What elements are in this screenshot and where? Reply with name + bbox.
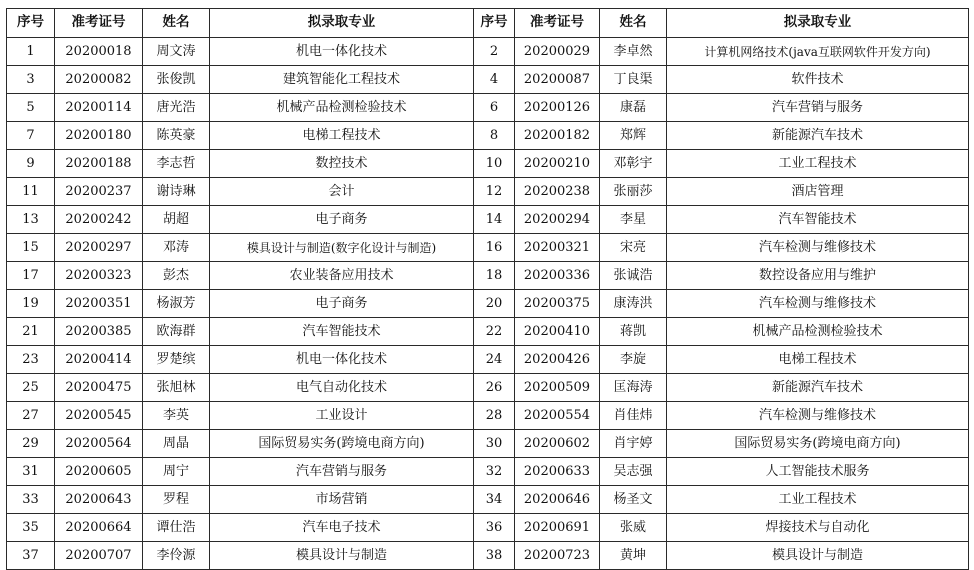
header-seq-right: 序号	[474, 9, 515, 38]
table-row	[7, 262, 969, 290]
right-major-cell: 模具设计与制造	[667, 542, 969, 570]
left-seq-cell: 33	[7, 486, 55, 514]
left-major-cell: 工业设计	[210, 402, 474, 430]
left-name-cell: 杨淑芳	[143, 290, 210, 318]
right-major-cell: 汽车检测与维修技术	[667, 234, 969, 262]
left-exam-no-cell: 20200475	[55, 374, 143, 402]
header-major-right: 拟录取专业	[667, 9, 969, 38]
left-seq-cell: 29	[7, 430, 55, 458]
right-name-cell: 康涛洪	[600, 290, 667, 318]
right-exam-no-cell: 20200646	[515, 486, 600, 514]
right-major-cell: 计算机网络技术(java互联网软件开发方向)	[667, 38, 969, 66]
right-exam-no-cell: 20200602	[515, 430, 600, 458]
left-name-cell: 罗楚缤	[143, 346, 210, 374]
left-name-cell: 欧海群	[143, 318, 210, 346]
left-seq-cell: 35	[7, 514, 55, 542]
left-name-cell: 周晶	[143, 430, 210, 458]
left-exam-no-cell: 20200707	[55, 542, 143, 570]
right-seq-cell: 16	[474, 234, 515, 262]
left-name-cell: 邓涛	[143, 234, 210, 262]
right-major-cell: 软件技术	[667, 66, 969, 94]
right-exam-no-cell: 20200087	[515, 66, 600, 94]
right-seq-cell: 4	[474, 66, 515, 94]
right-name-cell: 匡海涛	[600, 374, 667, 402]
left-exam-no-cell: 20200351	[55, 290, 143, 318]
left-major-cell: 市场营销	[210, 486, 474, 514]
left-exam-no-cell: 20200414	[55, 346, 143, 374]
left-name-cell: 周宁	[143, 458, 210, 486]
table-row	[7, 206, 969, 234]
table-header	[7, 9, 969, 38]
table-row	[7, 430, 969, 458]
right-name-cell: 张丽莎	[600, 178, 667, 206]
table-row	[7, 514, 969, 542]
left-exam-no-cell: 20200018	[55, 38, 143, 66]
right-seq-cell: 32	[474, 458, 515, 486]
left-major-cell: 模具设计与制造	[210, 542, 474, 570]
right-name-cell: 李星	[600, 206, 667, 234]
table-row	[7, 318, 969, 346]
right-seq-cell: 28	[474, 402, 515, 430]
left-major-cell: 农业装备应用技术	[210, 262, 474, 290]
table-row	[7, 150, 969, 178]
right-exam-no-cell: 20200182	[515, 122, 600, 150]
right-seq-cell: 34	[474, 486, 515, 514]
header-seq-left: 序号	[7, 9, 55, 38]
left-seq-cell: 15	[7, 234, 55, 262]
left-exam-no-cell: 20200545	[55, 402, 143, 430]
right-name-cell: 李卓然	[600, 38, 667, 66]
right-seq-cell: 38	[474, 542, 515, 570]
right-major-cell: 新能源汽车技术	[667, 374, 969, 402]
header-major-left: 拟录取专业	[210, 9, 474, 38]
left-exam-no-cell: 20200385	[55, 318, 143, 346]
left-name-cell: 谭仕浩	[143, 514, 210, 542]
right-seq-cell: 36	[474, 514, 515, 542]
right-exam-no-cell: 20200723	[515, 542, 600, 570]
right-name-cell: 肖宇婷	[600, 430, 667, 458]
left-seq-cell: 13	[7, 206, 55, 234]
right-seq-cell: 30	[474, 430, 515, 458]
table-row	[7, 542, 969, 570]
right-exam-no-cell: 20200321	[515, 234, 600, 262]
right-major-cell: 机械产品检测检验技术	[667, 318, 969, 346]
left-major-cell: 电子商务	[210, 206, 474, 234]
left-name-cell: 胡超	[143, 206, 210, 234]
right-name-cell: 杨圣文	[600, 486, 667, 514]
right-major-cell: 汽车检测与维修技术	[667, 402, 969, 430]
table-body	[7, 38, 969, 570]
right-exam-no-cell: 20200210	[515, 150, 600, 178]
right-exam-no-cell: 20200238	[515, 178, 600, 206]
right-name-cell: 宋亮	[600, 234, 667, 262]
left-exam-no-cell: 20200180	[55, 122, 143, 150]
right-major-cell: 人工智能技术服务	[667, 458, 969, 486]
left-exam-no-cell: 20200242	[55, 206, 143, 234]
left-name-cell: 李伶源	[143, 542, 210, 570]
left-seq-cell: 9	[7, 150, 55, 178]
table-row	[7, 178, 969, 206]
left-exam-no-cell: 20200664	[55, 514, 143, 542]
left-major-cell: 数控技术	[210, 150, 474, 178]
left-seq-cell: 3	[7, 66, 55, 94]
header-row	[7, 9, 969, 38]
header-name-left: 姓名	[143, 9, 210, 38]
right-exam-no-cell: 20200375	[515, 290, 600, 318]
left-major-cell: 模具设计与制造(数字化设计与制造)	[210, 234, 474, 262]
right-name-cell: 丁良渠	[600, 66, 667, 94]
left-exam-no-cell: 20200643	[55, 486, 143, 514]
right-major-cell: 新能源汽车技术	[667, 122, 969, 150]
right-major-cell: 国际贸易实务(跨境电商方向)	[667, 430, 969, 458]
right-seq-cell: 6	[474, 94, 515, 122]
right-seq-cell: 18	[474, 262, 515, 290]
right-major-cell: 酒店管理	[667, 178, 969, 206]
left-seq-cell: 31	[7, 458, 55, 486]
left-exam-no-cell: 20200323	[55, 262, 143, 290]
left-seq-cell: 11	[7, 178, 55, 206]
left-name-cell: 陈英豪	[143, 122, 210, 150]
table-row	[7, 66, 969, 94]
left-name-cell: 彭杰	[143, 262, 210, 290]
right-major-cell: 数控设备应用与维护	[667, 262, 969, 290]
table-row	[7, 402, 969, 430]
left-seq-cell: 1	[7, 38, 55, 66]
right-major-cell: 工业工程技术	[667, 150, 969, 178]
right-exam-no-cell: 20200633	[515, 458, 600, 486]
left-name-cell: 唐光浩	[143, 94, 210, 122]
right-name-cell: 李旋	[600, 346, 667, 374]
left-seq-cell: 5	[7, 94, 55, 122]
left-exam-no-cell: 20200237	[55, 178, 143, 206]
header-exam-no-right: 准考证号	[515, 9, 600, 38]
right-exam-no-cell: 20200294	[515, 206, 600, 234]
left-exam-no-cell: 20200082	[55, 66, 143, 94]
right-major-cell: 汽车智能技术	[667, 206, 969, 234]
left-name-cell: 罗程	[143, 486, 210, 514]
left-seq-cell: 21	[7, 318, 55, 346]
left-seq-cell: 37	[7, 542, 55, 570]
left-major-cell: 电梯工程技术	[210, 122, 474, 150]
right-seq-cell: 12	[474, 178, 515, 206]
left-seq-cell: 25	[7, 374, 55, 402]
table-row	[7, 486, 969, 514]
table-row	[7, 122, 969, 150]
left-major-cell: 会计	[210, 178, 474, 206]
left-name-cell: 谢诗琳	[143, 178, 210, 206]
right-name-cell: 蒋凯	[600, 318, 667, 346]
right-seq-cell: 20	[474, 290, 515, 318]
right-exam-no-cell: 20200509	[515, 374, 600, 402]
left-major-cell: 国际贸易实务(跨境电商方向)	[210, 430, 474, 458]
right-name-cell: 郑辉	[600, 122, 667, 150]
header-name-right: 姓名	[600, 9, 667, 38]
table-row	[7, 234, 969, 262]
left-major-cell: 电子商务	[210, 290, 474, 318]
left-major-cell: 机电一体化技术	[210, 346, 474, 374]
left-major-cell: 机电一体化技术	[210, 38, 474, 66]
right-seq-cell: 26	[474, 374, 515, 402]
header-exam-no-left: 准考证号	[55, 9, 143, 38]
right-major-cell: 汽车营销与服务	[667, 94, 969, 122]
left-name-cell: 张俊凯	[143, 66, 210, 94]
right-name-cell: 肖佳炜	[600, 402, 667, 430]
admission-list-sheet	[6, 8, 968, 563]
left-exam-no-cell: 20200188	[55, 150, 143, 178]
admission-table	[6, 8, 969, 570]
left-major-cell: 汽车智能技术	[210, 318, 474, 346]
right-seq-cell: 10	[474, 150, 515, 178]
right-name-cell: 黄坤	[600, 542, 667, 570]
left-major-cell: 汽车电子技术	[210, 514, 474, 542]
left-name-cell: 张旭林	[143, 374, 210, 402]
right-name-cell: 邓彰宇	[600, 150, 667, 178]
table-row	[7, 346, 969, 374]
right-name-cell: 张威	[600, 514, 667, 542]
right-major-cell: 电梯工程技术	[667, 346, 969, 374]
right-name-cell: 康磊	[600, 94, 667, 122]
left-name-cell: 李英	[143, 402, 210, 430]
right-name-cell: 吴志强	[600, 458, 667, 486]
left-seq-cell: 23	[7, 346, 55, 374]
left-name-cell: 李志哲	[143, 150, 210, 178]
right-exam-no-cell: 20200691	[515, 514, 600, 542]
right-seq-cell: 14	[474, 206, 515, 234]
table-row	[7, 38, 969, 66]
right-major-cell: 焊接技术与自动化	[667, 514, 969, 542]
left-name-cell: 周文涛	[143, 38, 210, 66]
right-exam-no-cell: 20200126	[515, 94, 600, 122]
left-major-cell: 机械产品检测检验技术	[210, 94, 474, 122]
right-exam-no-cell: 20200336	[515, 262, 600, 290]
left-major-cell: 汽车营销与服务	[210, 458, 474, 486]
right-seq-cell: 22	[474, 318, 515, 346]
left-seq-cell: 17	[7, 262, 55, 290]
table-row	[7, 94, 969, 122]
table-row	[7, 290, 969, 318]
left-seq-cell: 19	[7, 290, 55, 318]
right-exam-no-cell: 20200554	[515, 402, 600, 430]
right-seq-cell: 24	[474, 346, 515, 374]
left-exam-no-cell: 20200564	[55, 430, 143, 458]
left-exam-no-cell: 20200114	[55, 94, 143, 122]
table-row	[7, 458, 969, 486]
right-exam-no-cell: 20200426	[515, 346, 600, 374]
left-exam-no-cell: 20200297	[55, 234, 143, 262]
right-seq-cell: 8	[474, 122, 515, 150]
table-row	[7, 374, 969, 402]
left-major-cell: 建筑智能化工程技术	[210, 66, 474, 94]
right-major-cell: 工业工程技术	[667, 486, 969, 514]
right-exam-no-cell: 20200029	[515, 38, 600, 66]
right-exam-no-cell: 20200410	[515, 318, 600, 346]
right-name-cell: 张诚浩	[600, 262, 667, 290]
left-seq-cell: 27	[7, 402, 55, 430]
right-major-cell: 汽车检测与维修技术	[667, 290, 969, 318]
right-seq-cell: 2	[474, 38, 515, 66]
left-major-cell: 电气自动化技术	[210, 374, 474, 402]
left-seq-cell: 7	[7, 122, 55, 150]
left-exam-no-cell: 20200605	[55, 458, 143, 486]
